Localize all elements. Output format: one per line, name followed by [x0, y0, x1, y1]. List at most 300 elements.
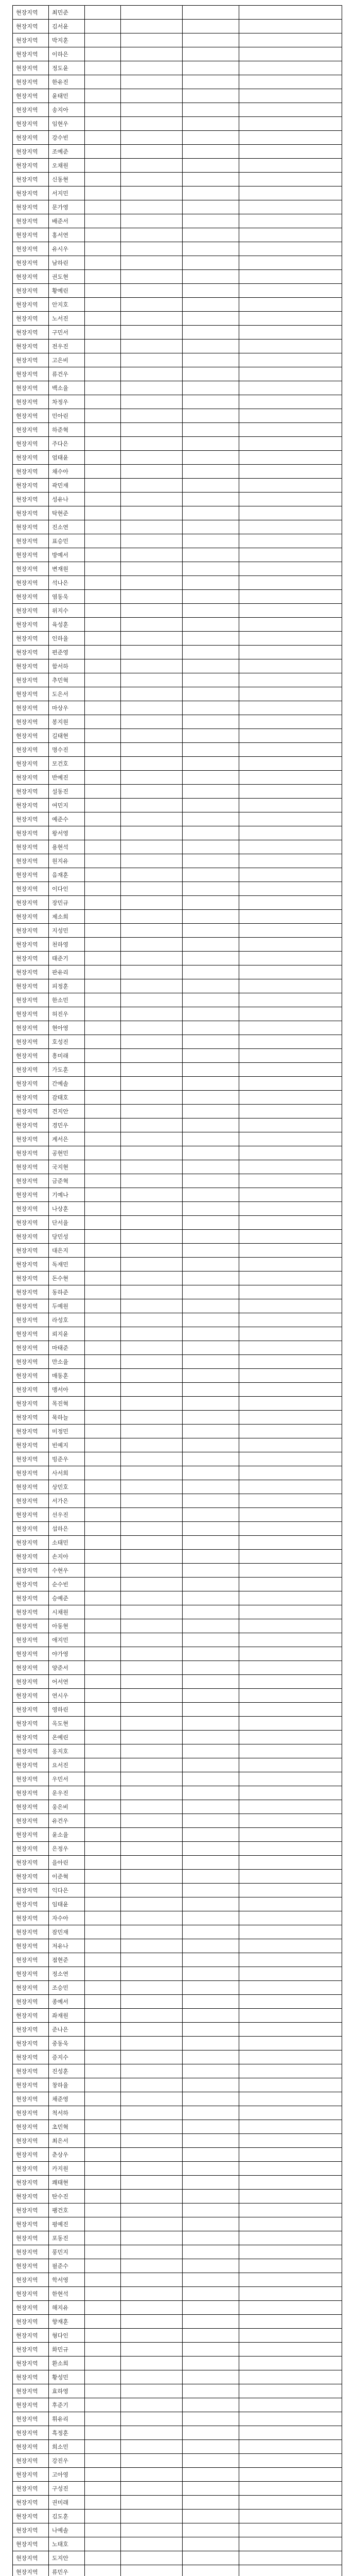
amount-cell: [121, 659, 183, 673]
note-cell: [239, 353, 342, 367]
date-cell: [183, 1884, 239, 1897]
note-cell: [239, 437, 342, 451]
note-cell: [239, 1578, 342, 1591]
note-cell: [239, 2343, 342, 2357]
date-cell: [183, 826, 239, 840]
amount-cell: [121, 1828, 183, 1842]
amount-cell: [121, 1619, 183, 1633]
gender-cell: [85, 1258, 121, 1272]
amount-cell: [121, 1174, 183, 1188]
table-row: [13, 493, 342, 506]
table-row: [13, 562, 342, 576]
name-cell: 계서은: [49, 1132, 85, 1146]
region-cell: 현장지역: [13, 2120, 49, 2134]
note-cell: [239, 2148, 342, 2162]
note-cell: [239, 882, 342, 896]
region-cell: 현장지역: [13, 312, 49, 326]
amount-cell: [121, 548, 183, 562]
table-row: [13, 1911, 342, 1925]
date-cell: [183, 1411, 239, 1425]
region-cell: 현장지역: [13, 228, 49, 242]
region-cell: 현장지역: [13, 1897, 49, 1911]
date-cell: [183, 1633, 239, 1647]
date-cell: [183, 479, 239, 493]
name-cell: 최은서: [49, 2134, 85, 2148]
date-cell: [183, 1953, 239, 1967]
table-row: [13, 2343, 342, 2357]
amount-cell: [121, 562, 183, 576]
table-row: [13, 214, 342, 228]
ledger-body: [13, 6, 342, 2576]
region-cell: 현장지역: [13, 2273, 49, 2287]
amount-cell: [121, 1856, 183, 1870]
ledger-table: [12, 5, 342, 2576]
date-cell: [183, 2273, 239, 2287]
amount-cell: [121, 1605, 183, 1619]
table-row: [13, 353, 342, 367]
gender-cell: [85, 840, 121, 854]
table-row: [13, 2523, 342, 2537]
note-cell: [239, 1897, 342, 1911]
note-cell: [239, 2009, 342, 2023]
table-row: [13, 2176, 342, 2190]
gender-cell: [85, 2204, 121, 2217]
amount-cell: [121, 2496, 183, 2510]
table-row: [13, 20, 342, 33]
date-cell: [183, 924, 239, 938]
date-cell: [183, 1313, 239, 1327]
note-cell: [239, 1146, 342, 1160]
region-cell: 현장지역: [13, 1786, 49, 1800]
note-cell: [239, 256, 342, 270]
amount-cell: [121, 1466, 183, 1480]
amount-cell: [121, 1967, 183, 1981]
amount-cell: [121, 493, 183, 506]
note-cell: [239, 284, 342, 298]
amount-cell: [121, 812, 183, 826]
name-cell: 휘유리: [49, 2412, 85, 2426]
region-cell: 현장지역: [13, 145, 49, 159]
amount-cell: [121, 117, 183, 131]
table-row: [13, 924, 342, 938]
date-cell: [183, 2092, 239, 2106]
table-row: [13, 1383, 342, 1397]
note-cell: [239, 701, 342, 715]
name-cell: 어서연: [49, 1675, 85, 1689]
name-cell: 도은서: [49, 687, 85, 701]
note-cell: [239, 493, 342, 506]
region-cell: 현장지역: [13, 1619, 49, 1633]
table-row: [13, 520, 342, 534]
gender-cell: [85, 1870, 121, 1884]
date-cell: [183, 103, 239, 117]
amount-cell: [121, 2078, 183, 2092]
name-cell: 백소율: [49, 381, 85, 395]
gender-cell: [85, 882, 121, 896]
amount-cell: [121, 965, 183, 979]
date-cell: [183, 242, 239, 256]
table-row: [13, 2482, 342, 2496]
name-cell: 잠민재: [49, 1925, 85, 1939]
name-cell: 홍서연: [49, 228, 85, 242]
table-row: [13, 1814, 342, 1828]
region-cell: 현장지역: [13, 1703, 49, 1717]
table-row: [13, 757, 342, 771]
note-cell: [239, 89, 342, 103]
note-cell: [239, 1870, 342, 1884]
gender-cell: [85, 1522, 121, 1536]
date-cell: [183, 576, 239, 590]
gender-cell: [85, 1884, 121, 1897]
date-cell: [183, 1132, 239, 1146]
table-row: [13, 576, 342, 590]
table-row: [13, 437, 342, 451]
gender-cell: [85, 228, 121, 242]
date-cell: [183, 1508, 239, 1522]
name-cell: 매동훈: [49, 1369, 85, 1383]
amount-cell: [121, 1077, 183, 1091]
region-cell: 현장지역: [13, 256, 49, 270]
gender-cell: [85, 465, 121, 479]
gender-cell: [85, 270, 121, 284]
gender-cell: [85, 423, 121, 437]
amount-cell: [121, 729, 183, 743]
date-cell: [183, 1536, 239, 1550]
date-cell: [183, 1063, 239, 1077]
gender-cell: [85, 1675, 121, 1689]
region-cell: 현장지역: [13, 1383, 49, 1397]
region-cell: 현장지역: [13, 2384, 49, 2398]
amount-cell: [121, 673, 183, 687]
date-cell: [183, 493, 239, 506]
region-cell: 현장지역: [13, 840, 49, 854]
table-row: [13, 1480, 342, 1494]
note-cell: [239, 228, 342, 242]
name-cell: 류건우: [49, 367, 85, 381]
date-cell: [183, 2537, 239, 2551]
amount-cell: [121, 2370, 183, 2384]
date-cell: [183, 1605, 239, 1619]
note-cell: [239, 548, 342, 562]
date-cell: [183, 687, 239, 701]
amount-cell: [121, 2412, 183, 2426]
amount-cell: [121, 1800, 183, 1814]
gender-cell: [85, 2134, 121, 2148]
date-cell: [183, 2384, 239, 2398]
region-cell: 현장지역: [13, 687, 49, 701]
date-cell: [183, 799, 239, 812]
note-cell: [239, 1313, 342, 1327]
table-row: [13, 187, 342, 200]
amount-cell: [121, 1591, 183, 1605]
note-cell: [239, 423, 342, 437]
gender-cell: [85, 61, 121, 75]
note-cell: [239, 757, 342, 771]
date-cell: [183, 2482, 239, 2496]
name-cell: 구민서: [49, 326, 85, 340]
gender-cell: [85, 1007, 121, 1021]
region-cell: 현장지역: [13, 1035, 49, 1049]
table-row: [13, 1327, 342, 1341]
region-cell: 현장지역: [13, 1425, 49, 1438]
table-row: [13, 1591, 342, 1605]
note-cell: [239, 1675, 342, 1689]
name-cell: 태준기: [49, 952, 85, 965]
region-cell: 현장지역: [13, 1369, 49, 1383]
amount-cell: [121, 173, 183, 187]
name-cell: 초민혁: [49, 2120, 85, 2134]
amount-cell: [121, 952, 183, 965]
note-cell: [239, 1438, 342, 1452]
note-cell: [239, 1299, 342, 1313]
table-row: [13, 534, 342, 548]
date-cell: [183, 2398, 239, 2412]
table-row: [13, 451, 342, 465]
name-cell: 편준영: [49, 646, 85, 659]
date-cell: [183, 646, 239, 659]
table-row: [13, 771, 342, 785]
region-cell: 현장지역: [13, 89, 49, 103]
table-row: [13, 61, 342, 75]
region-cell: 현장지역: [13, 1146, 49, 1160]
note-cell: [239, 6, 342, 20]
amount-cell: [121, 1675, 183, 1689]
region-cell: 현장지역: [13, 1508, 49, 1522]
note-cell: [239, 270, 342, 284]
table-row: [13, 1633, 342, 1647]
note-cell: [239, 1425, 342, 1438]
table-row: [13, 1035, 342, 1049]
table-row: [13, 1870, 342, 1884]
table-row: [13, 131, 342, 145]
note-cell: [239, 1605, 342, 1619]
gender-cell: [85, 1758, 121, 1772]
name-cell: 대은지: [49, 1244, 85, 1258]
note-cell: [239, 1091, 342, 1105]
date-cell: [183, 882, 239, 896]
date-cell: [183, 840, 239, 854]
table-row: [13, 1105, 342, 1118]
name-cell: 점현준: [49, 1953, 85, 1967]
table-row: [13, 381, 342, 395]
note-cell: [239, 2426, 342, 2440]
name-cell: 나상훈: [49, 1202, 85, 1216]
region-cell: 현장지역: [13, 1327, 49, 1341]
name-cell: 천하영: [49, 938, 85, 952]
name-cell: 최민준: [49, 6, 85, 20]
region-cell: 현장지역: [13, 1731, 49, 1744]
region-cell: 현장지역: [13, 604, 49, 618]
note-cell: [239, 2217, 342, 2231]
amount-cell: [121, 1536, 183, 1550]
amount-cell: [121, 1494, 183, 1508]
note-cell: [239, 785, 342, 799]
note-cell: [239, 2259, 342, 2273]
table-row: [13, 2510, 342, 2523]
region-cell: 현장지역: [13, 1967, 49, 1981]
region-cell: 현장지역: [13, 117, 49, 131]
table-row: [13, 6, 342, 20]
amount-cell: [121, 2398, 183, 2412]
table-row: [13, 75, 342, 89]
date-cell: [183, 1285, 239, 1299]
table-row: [13, 2190, 342, 2204]
note-cell: [239, 965, 342, 979]
name-cell: 나예솔: [49, 2523, 85, 2537]
region-cell: 현장지역: [13, 632, 49, 646]
table-row: [13, 1160, 342, 1174]
name-cell: 정도윤: [49, 61, 85, 75]
name-cell: 강수빈: [49, 131, 85, 145]
gender-cell: [85, 771, 121, 785]
gender-cell: [85, 1786, 121, 1800]
amount-cell: [121, 1299, 183, 1313]
region-cell: 현장지역: [13, 2357, 49, 2370]
amount-cell: [121, 1035, 183, 1049]
name-cell: 섭하은: [49, 1522, 85, 1536]
amount-cell: [121, 437, 183, 451]
table-row: [13, 89, 342, 103]
table-row: [13, 2357, 342, 2370]
date-cell: [183, 298, 239, 312]
date-cell: [183, 1703, 239, 1717]
gender-cell: [85, 548, 121, 562]
table-row: [13, 2384, 342, 2398]
region-cell: 현장지역: [13, 1911, 49, 1925]
date-cell: [183, 1828, 239, 1842]
amount-cell: [121, 2009, 183, 2023]
table-row: [13, 1647, 342, 1661]
date-cell: [183, 1731, 239, 1744]
note-cell: [239, 1480, 342, 1494]
name-cell: 뢰지윤: [49, 1327, 85, 1341]
amount-cell: [121, 1049, 183, 1063]
amount-cell: [121, 2148, 183, 2162]
date-cell: [183, 993, 239, 1007]
date-cell: [183, 1397, 239, 1411]
note-cell: [239, 938, 342, 952]
gender-cell: [85, 2343, 121, 2357]
name-cell: 곽민재: [49, 479, 85, 493]
table-row: [13, 1118, 342, 1132]
date-cell: [183, 2176, 239, 2190]
gender-cell: [85, 1216, 121, 1230]
name-cell: 성유나: [49, 493, 85, 506]
amount-cell: [121, 771, 183, 785]
table-row: [13, 506, 342, 520]
region-cell: 현장지역: [13, 1842, 49, 1856]
table-row: [13, 1230, 342, 1244]
table-row: [13, 270, 342, 284]
region-cell: 현장지역: [13, 701, 49, 715]
note-cell: [239, 1494, 342, 1508]
region-cell: 현장지역: [13, 1550, 49, 1564]
note-cell: [239, 298, 342, 312]
gender-cell: [85, 1897, 121, 1911]
date-cell: [183, 2037, 239, 2050]
gender-cell: [85, 590, 121, 604]
gender-cell: [85, 785, 121, 799]
amount-cell: [121, 2259, 183, 2273]
amount-cell: [121, 1007, 183, 1021]
table-row: [13, 1578, 342, 1591]
name-cell: 임태윤: [49, 1897, 85, 1911]
note-cell: [239, 2092, 342, 2106]
gender-cell: [85, 1731, 121, 1744]
region-cell: 현장지역: [13, 743, 49, 757]
gender-cell: [85, 1703, 121, 1717]
region-cell: 현장지역: [13, 882, 49, 896]
note-cell: [239, 2440, 342, 2454]
amount-cell: [121, 2120, 183, 2134]
table-row: [13, 729, 342, 743]
region-cell: 현장지역: [13, 47, 49, 61]
amount-cell: [121, 1160, 183, 1174]
gender-cell: [85, 534, 121, 548]
note-cell: [239, 2398, 342, 2412]
note-cell: [239, 2176, 342, 2190]
name-cell: 요서진: [49, 1758, 85, 1772]
amount-cell: [121, 687, 183, 701]
amount-cell: [121, 1313, 183, 1327]
note-cell: [239, 632, 342, 646]
table-row: [13, 1897, 342, 1911]
gender-cell: [85, 1188, 121, 1202]
name-cell: 흥미래: [49, 1049, 85, 1063]
name-cell: 이하은: [49, 47, 85, 61]
region-cell: 현장지역: [13, 1884, 49, 1897]
amount-cell: [121, 2551, 183, 2565]
name-cell: 영하린: [49, 1703, 85, 1717]
name-cell: 황성민: [49, 2370, 85, 2384]
note-cell: [239, 520, 342, 534]
name-cell: 설동진: [49, 785, 85, 799]
region-cell: 현장지역: [13, 868, 49, 882]
note-cell: [239, 1272, 342, 1285]
date-cell: [183, 2245, 239, 2259]
table-row: [13, 367, 342, 381]
gender-cell: [85, 632, 121, 646]
name-cell: 구성진: [49, 2482, 85, 2496]
table-row: [13, 854, 342, 868]
note-cell: [239, 61, 342, 75]
gender-cell: [85, 1438, 121, 1452]
table-row: [13, 1341, 342, 1355]
date-cell: [183, 423, 239, 437]
name-cell: 기예나: [49, 1188, 85, 1202]
table-row: [13, 340, 342, 353]
name-cell: 채수아: [49, 465, 85, 479]
name-cell: 윤소율: [49, 1828, 85, 1842]
date-cell: [183, 2231, 239, 2245]
date-cell: [183, 729, 239, 743]
date-cell: [183, 1522, 239, 1536]
gender-cell: [85, 2482, 121, 2496]
name-cell: 흑정훈: [49, 2426, 85, 2440]
note-cell: [239, 1744, 342, 1758]
table-row: [13, 2134, 342, 2148]
region-cell: 현장지역: [13, 103, 49, 117]
region-cell: 현장지역: [13, 952, 49, 965]
note-cell: [239, 1466, 342, 1480]
date-cell: [183, 214, 239, 228]
gender-cell: [85, 1285, 121, 1299]
gender-cell: [85, 2398, 121, 2412]
note-cell: [239, 924, 342, 938]
date-cell: [183, 1299, 239, 1313]
name-cell: 선우진: [49, 1508, 85, 1522]
region-cell: 현장지역: [13, 381, 49, 395]
